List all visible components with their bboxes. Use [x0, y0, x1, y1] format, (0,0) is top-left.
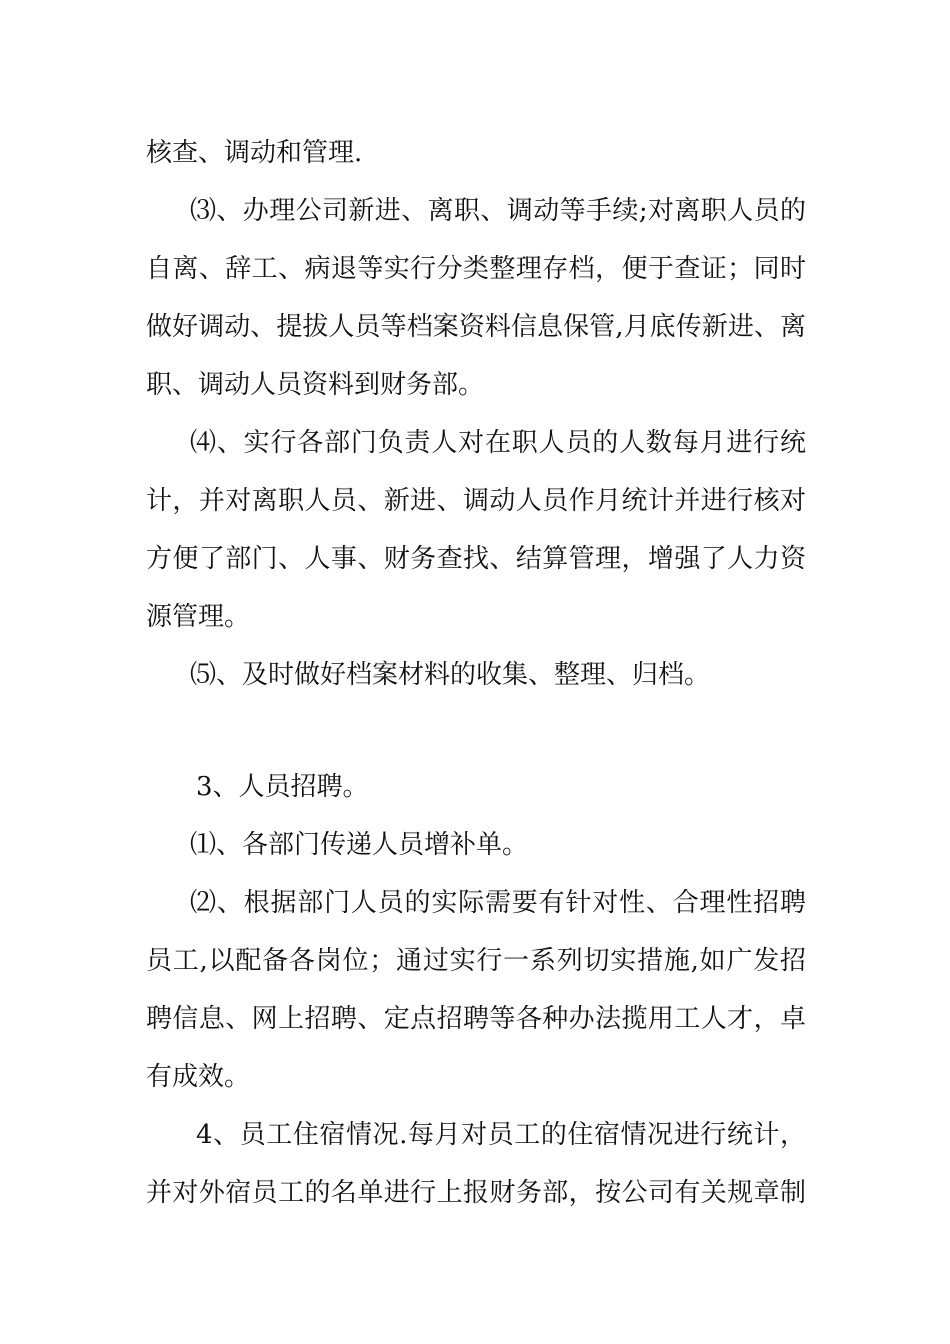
text-line: ⑵、根据部门人员的实际需要有针对性、合理性招聘: [190, 888, 806, 918]
text-line: 源管理。: [146, 602, 251, 632]
text-line: 并对外宿员工的名单进行上报财务部，按公司有关规章制: [146, 1178, 806, 1208]
text-line: ⑷、实行各部门负责人对在职人员的人数每月进行统: [190, 428, 806, 458]
text-line: 自离、辞工、病退等实行分类整理存档，便于查证；同时: [146, 254, 806, 284]
text-line: 方便了部门、人事、财务查找、结算管理，增强了人力资: [146, 544, 806, 574]
text-line: 聘信息、网上招聘、定点招聘等各种办法揽用工人才，卓: [146, 1004, 806, 1034]
text-line: 做好调动、提拔人员等档案资料信息保管,月底传新进、离: [146, 312, 806, 342]
text-line: ⑸、及时做好档案材料的收集、整理、归档。: [190, 660, 711, 690]
section-heading: 3、人员招聘。: [196, 772, 369, 802]
text-line: ⑴、各部门传递人员增补单。: [190, 830, 529, 860]
text-line: 计，并对离职人员、新进、调动人员作月统计并进行核对: [146, 486, 806, 516]
text-line: ⑶、办理公司新进、离职、调动等手续;对离职人员的: [190, 196, 806, 226]
text-line: 职、调动人员资料到财务部。: [146, 370, 485, 400]
text-line: 员工,以配备各岗位；通过实行一系列切实措施,如广发招: [146, 946, 806, 976]
text-line: 有成效。: [146, 1062, 251, 1092]
text-line: 4、员工住宿情况.每月对员工的住宿情况进行统计，: [196, 1120, 806, 1150]
text-line: 核查、调动和管理.: [146, 138, 363, 168]
